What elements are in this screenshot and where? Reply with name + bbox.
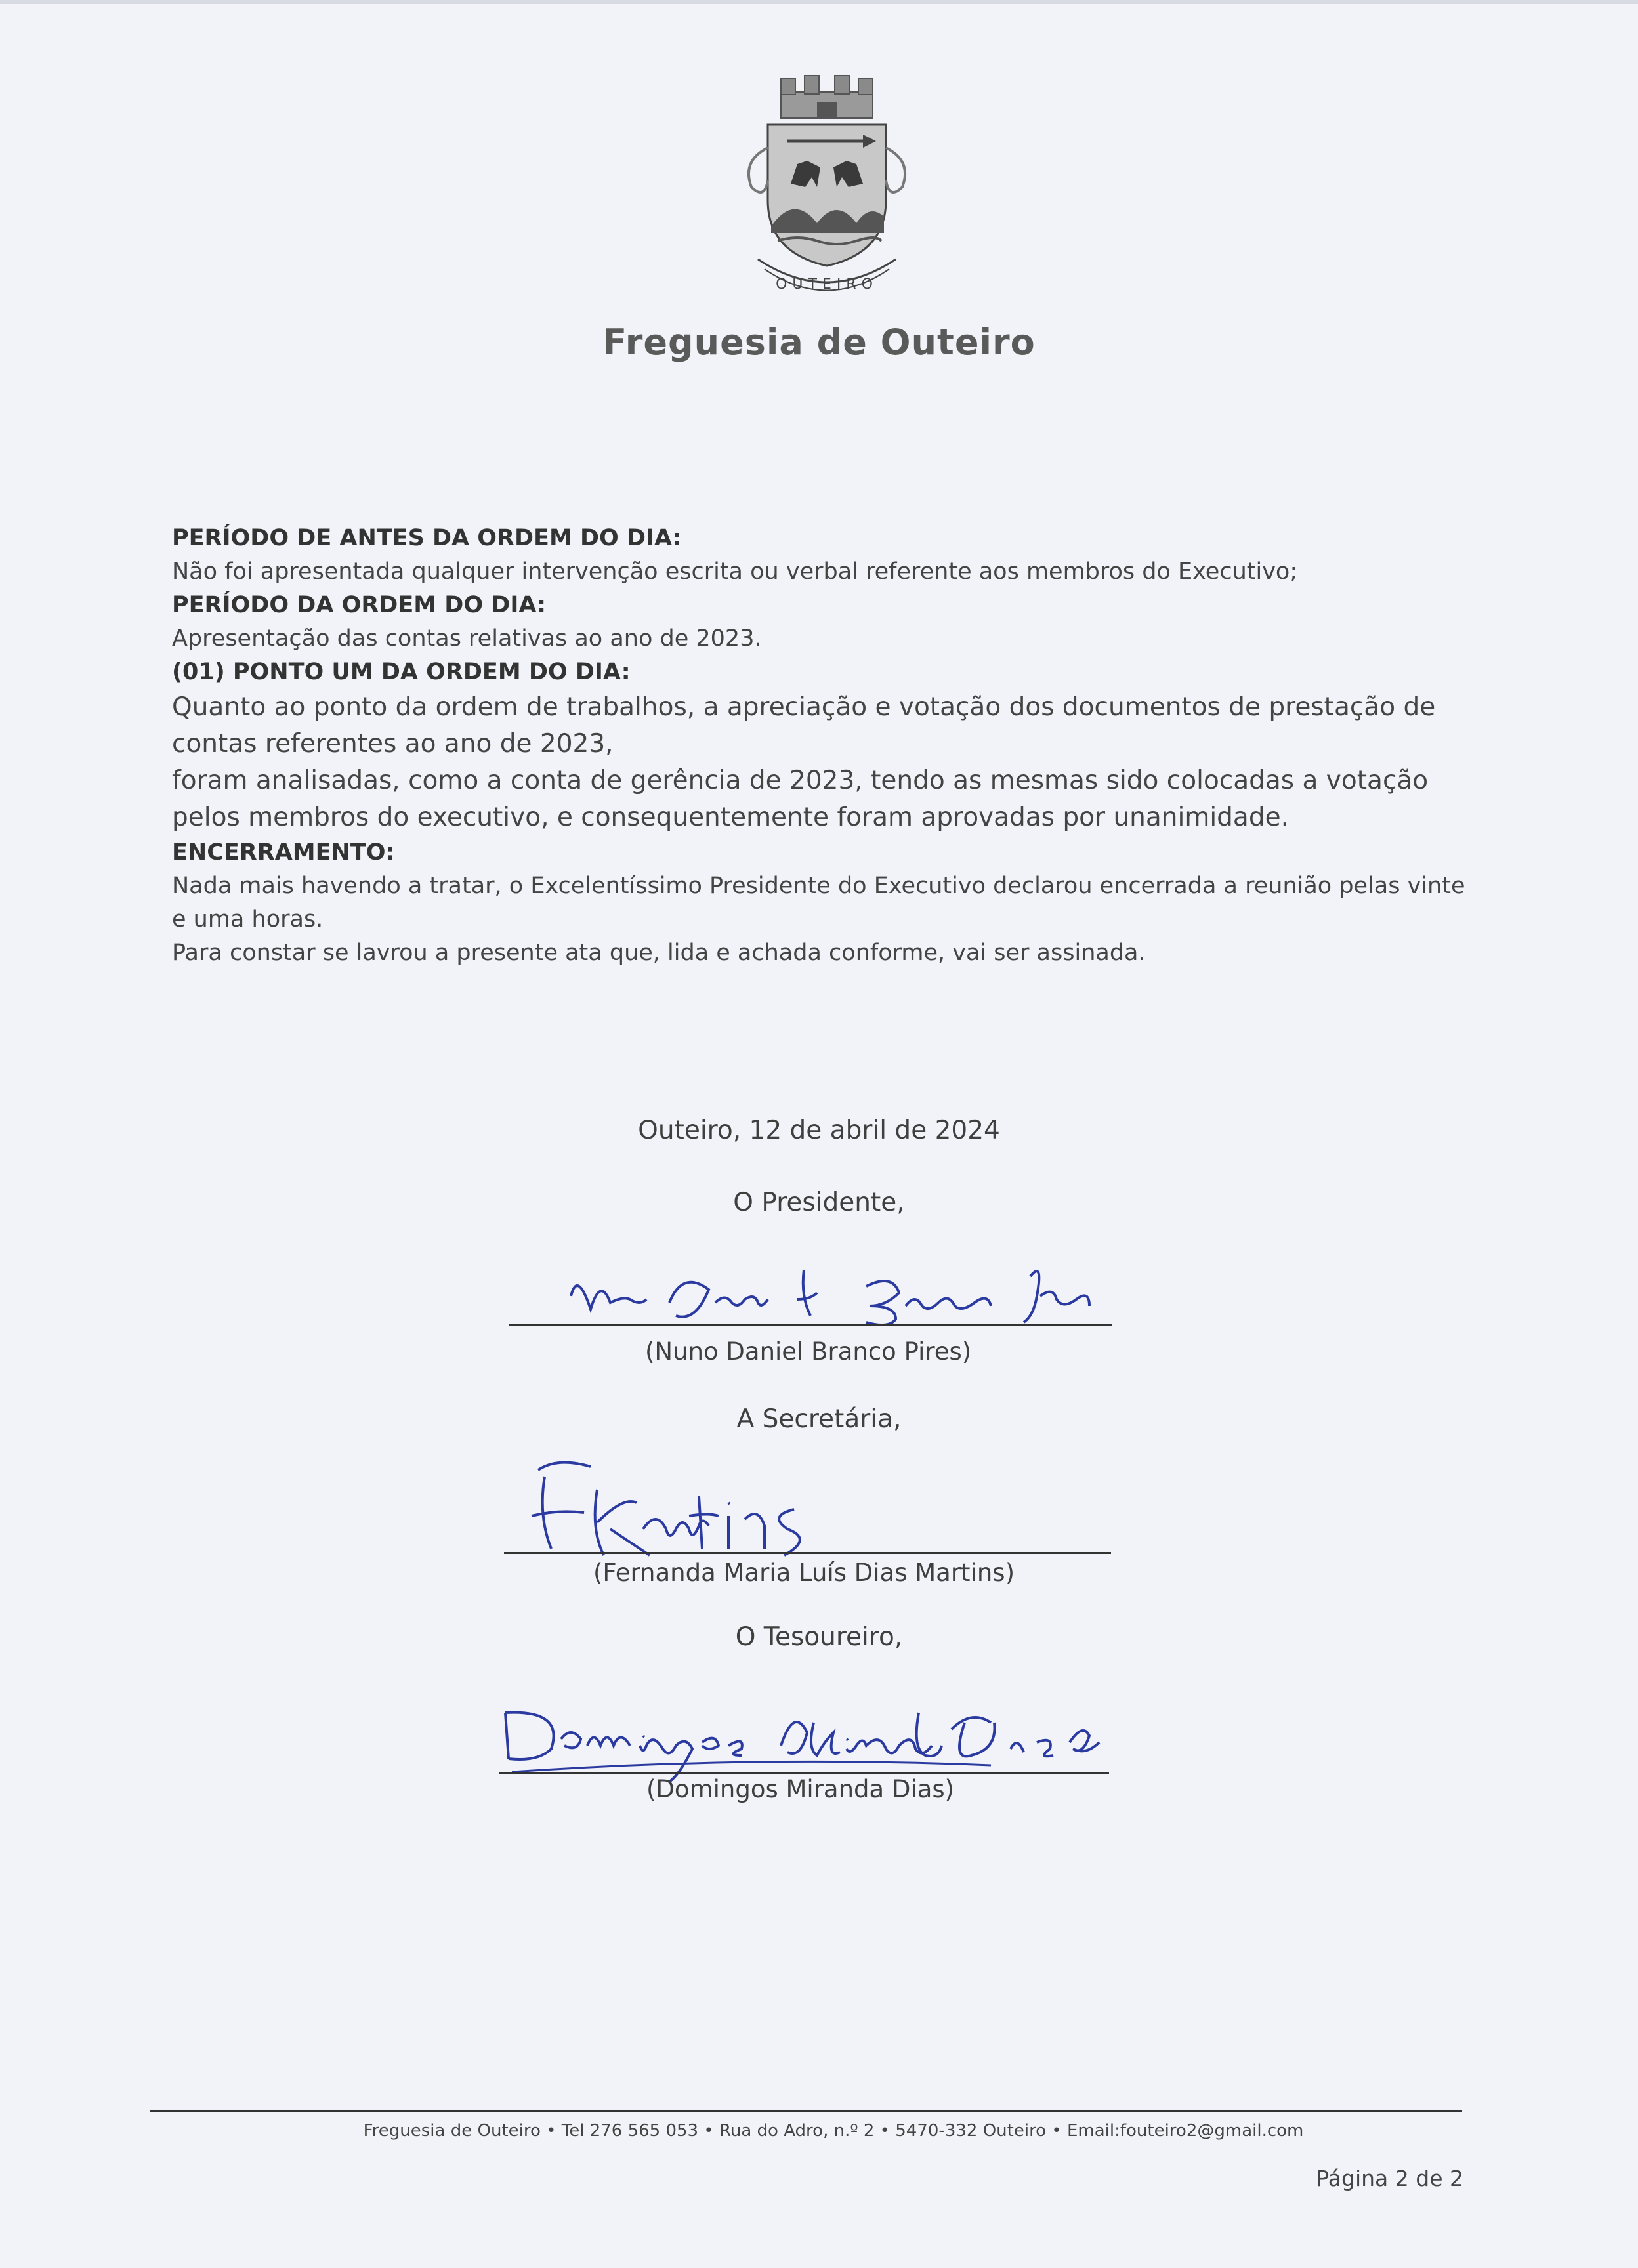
signature-line — [499, 1772, 1109, 1774]
signatory-name: (Domingos Miranda Dias) — [646, 1775, 955, 1803]
section-heading: PERÍODO DE ANTES DA ORDEM DO DIA: — [172, 525, 682, 551]
signature-president — [551, 1250, 1129, 1335]
signature-secretary — [518, 1450, 886, 1575]
section-text: Para constar se lavrou a presente ata que, lida e achada conforme, vai ser assinada. — [172, 940, 1146, 966]
section-text: Não foi apresentada qualquer intervenção escrita ou verbal referente aos membros do Executivo; — [172, 558, 1298, 585]
footer-divider — [150, 2110, 1462, 2112]
section-heading: PERÍODO DA ORDEM DO DIA: — [172, 592, 547, 618]
minutes-body — [172, 522, 1484, 970]
section-heading: (01) PONTO UM DA ORDEM DO DIA: — [172, 659, 631, 685]
signatory-name: (Nuno Daniel Branco Pires) — [645, 1337, 972, 1366]
section-text: Quanto ao ponto da ordem de trabalhos, a apreciação e votação dos documentos de prestação de contas referentes ao ano de 2023, — [172, 692, 1436, 759]
signatory-role: A Secretária, — [736, 1404, 902, 1434]
section-text: Apresentação das contas relativas ao ano de 2023. — [172, 625, 762, 652]
signatory-name: (Fernanda Maria Luís Dias Martins) — [593, 1559, 1015, 1587]
signature-treasurer — [492, 1683, 1142, 1782]
section-text: Nada mais havendo a tratar, o Excelentíssimo Presidente do Executivo declarou encerrada a reunião pelas vinte e uma horas. — [172, 873, 1465, 933]
section-heading: ENCERRAMENTO: — [172, 839, 395, 866]
signature-line — [504, 1552, 1111, 1554]
place-date: Outeiro, 12 de abril de 2024 — [638, 1116, 1000, 1145]
svg-text:OUTEIRO: OUTEIRO — [776, 276, 878, 293]
scan-edge — [0, 0, 1638, 4]
page-number: Página 2 de 2 — [1316, 2166, 1463, 2191]
coat-of-arms-icon — [732, 69, 922, 312]
signature-line — [509, 1324, 1112, 1326]
section-text: foram analisadas, como a conta de gerência de 2023, tendo as mesmas sido colocadas a votação pelos membros do executivo, e consequentemente foram aprovadas por unanimidade. — [172, 766, 1429, 832]
signatory-role: O Tesoureiro, — [735, 1622, 903, 1652]
signatory-role: O Presidente, — [733, 1188, 905, 1217]
footer-contact: Freguesia de Outeiro • Tel 276 565 053 • Rua do Adro, n.º 2 • 5470-332 Outeiro • Email:fouteiro2@gmail.com — [363, 2121, 1304, 2141]
organization-title: Freguesia de Outeiro — [602, 322, 1036, 363]
